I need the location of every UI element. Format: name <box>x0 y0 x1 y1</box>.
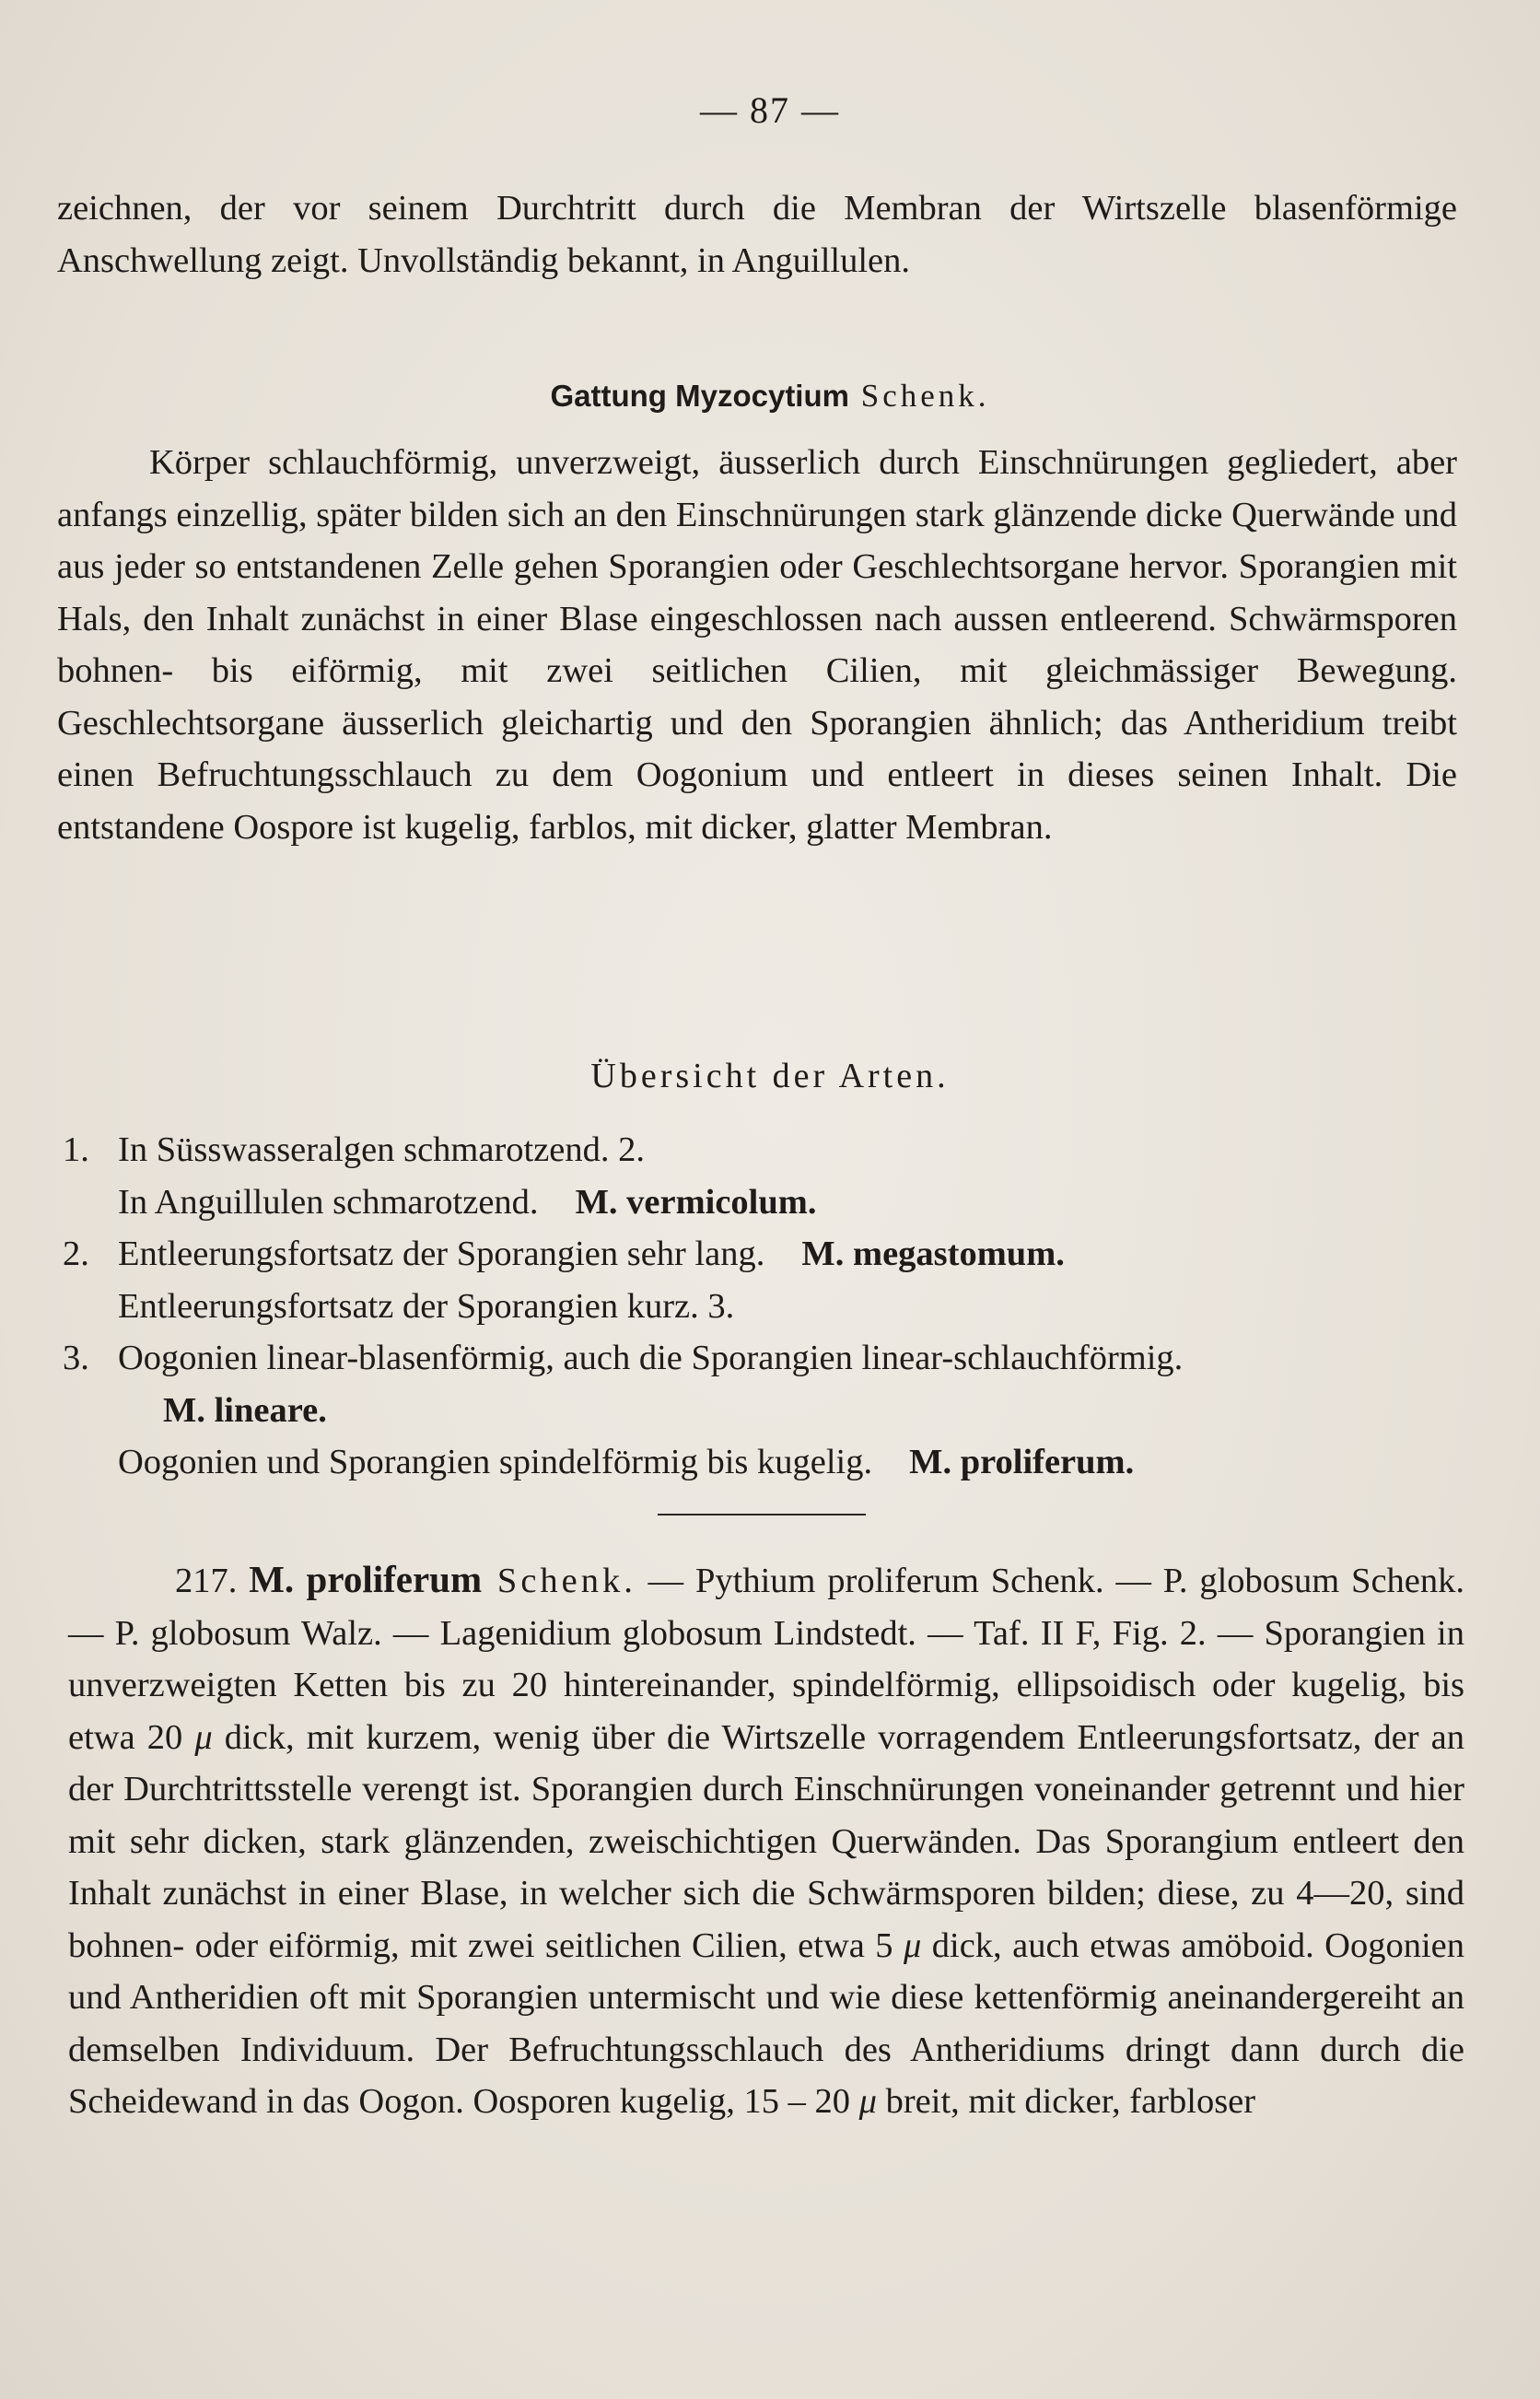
key-line-3 <box>57 1332 1466 1385</box>
paragraph-continuation: zeichnen, der vor seinem Durchtritt durch die Membran der Wirtszelle blasenförmige Anschwellung zeigt. Unvollständig bekannt, in Anguillulen. <box>57 189 1457 280</box>
page-number: — 87 — <box>700 89 840 131</box>
species-entry-217 <box>68 1553 1464 2128</box>
genus-name: Myzocytium <box>675 379 849 413</box>
entry-text: breit, mit dicker, farbloser <box>876 2082 1256 2121</box>
genus-heading-prefix: Gattung <box>550 379 676 413</box>
overview-heading: Übersicht der Arten. <box>590 1057 950 1095</box>
entry-text: dick, auch etwas amöboid. Oogonien und Antheridien oft mit Sporangien untermischt und wie diese kettenförmig aneinandergereiht an demselben Individuum. Der Befruchtungsschlauch des Antheridiums dringt dann durch die Scheidewand in das Oogon. Oosporen kugelig, 15 – 20 <box>68 1925 1464 2121</box>
genus-author: Schenk. <box>848 378 990 414</box>
key-line-3-species <box>57 1385 1466 1437</box>
section-divider <box>658 1514 866 1515</box>
species-name: M. vermicolum. <box>575 1182 817 1222</box>
key-text: In Süsswasseralgen schmarotzend. 2. <box>118 1130 646 1169</box>
key-line-1b <box>57 1176 1466 1229</box>
key-text: Entleerungsfortsatz der Sporangien kurz. 3. <box>118 1286 735 1326</box>
key-text: Oogonien und Sporangien spindelförmig bis kugelig. <box>118 1443 873 1481</box>
key-text: Oogonien linear-blasenförmig, auch die Sporangien linear-schlauchförmig. <box>118 1339 1184 1377</box>
species-key <box>57 1124 1466 1489</box>
entry-text: — Pythium proliferum Schenk. — P. globosum Schenk. — P. globosum Walz. — Lagenidium globosum Lindstedt. — Taf. II F, Fig. 2. — Sporangien in unverzweigten Ketten bis zu 20 hintereinander, spindelförmig, ellipsoidisch oder kugelig, bis etwa 20 <box>68 1562 1464 1757</box>
species-name: M. megastomum. <box>801 1235 1065 1273</box>
entry-text: dick, mit kurzem, wenig über die Wirtszelle vorragendem Entleerungsfortsatz, der an der Durchtrittsstelle verengt ist. Sporangien durch Einschnürungen voneinander getrennt und hier mit sehr dicken, stark glänzenden, zweischichtigen Querwänden. Das Sporangium entleert den Inhalt zunächst in einer Blase, in welcher sich die Schwärmsporen bilden; diese, zu 4—20, sind bohnen- oder eiförmig, mit zwei seitlichen Cilien, etwa 5 <box>68 1717 1464 1965</box>
key-line-3b <box>57 1436 1466 1489</box>
key-number: 3. <box>63 1339 89 1377</box>
key-line-2 <box>57 1228 1466 1281</box>
genus-description: Körper schlauchförmig, unverzweigt, äusserlich durch Einschnürungen gegliedert, aber anfangs einzellig, später bilden sich an den Einschnürungen stark glänzende dicke Querwände und aus jeder so entstandenen Zelle gehen Sporangien oder Geschlechtsorgane hervor. Sporangien mit Hals, den Inhalt zunächst in einer Blase eingeschlossen nach aussen entleerend. Schwärmsporen bohnen- bis eiförmig, mit zwei seitlichen Cilien, mit gleichmässiger Bewegung. Geschlechtsorgane äusserlich gleichartig und den Sporangien ähnlich; das Antheridium treibt einen Befruchtungsschlauch zu dem Oogonium und entleert in dieses seinen Inhalt. Die entstandene Oospore ist kugelig, farblos, mit dicker, glatter Membran. <box>57 443 1457 847</box>
entry-species-name: M. proliferum <box>249 1558 483 1600</box>
key-line-2b <box>57 1281 1466 1333</box>
species-name: M. lineare. <box>163 1390 327 1430</box>
key-text: In Anguillulen schmarotzend. <box>118 1182 539 1222</box>
micron-symbol: μ <box>903 1925 922 1965</box>
micron-symbol: μ <box>858 2082 877 2121</box>
species-name: M. proliferum. <box>909 1443 1135 1481</box>
entry-author: Schenk. <box>482 1562 636 1600</box>
genus-heading <box>0 378 1540 415</box>
key-number: 2. <box>63 1235 89 1273</box>
key-line-1 <box>57 1124 1466 1176</box>
entry-number: 217. <box>175 1562 250 1600</box>
micron-symbol: μ <box>194 1717 213 1757</box>
key-text: Entleerungsfortsatz der Sporangien sehr lang. <box>118 1235 765 1273</box>
key-number: 1. <box>63 1130 89 1169</box>
